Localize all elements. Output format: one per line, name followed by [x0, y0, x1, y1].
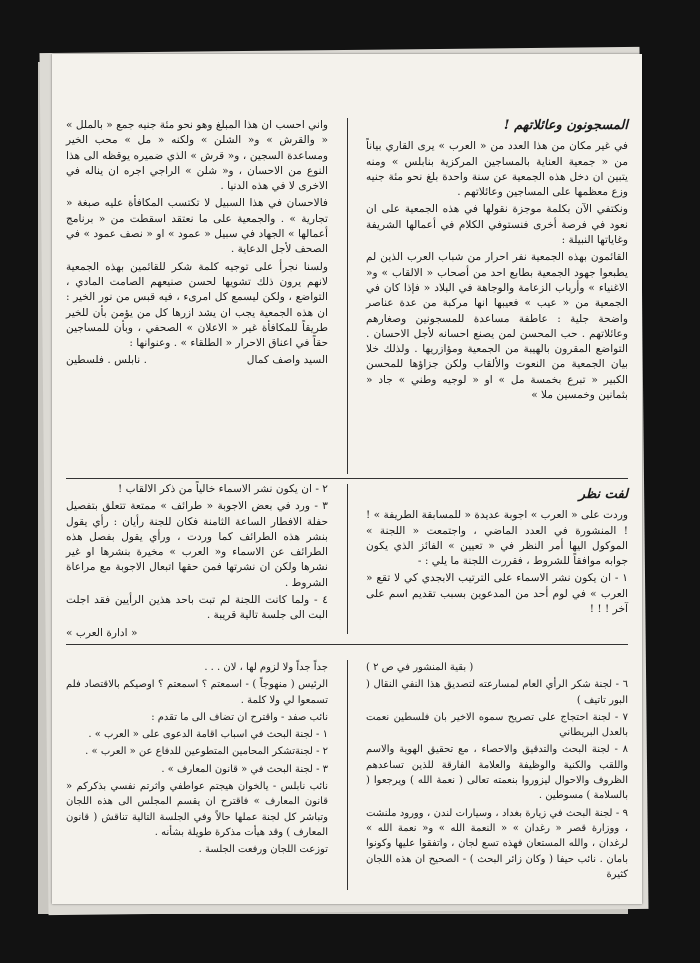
- notice-paragraph: ٣ - ورد في بعض الاجوبة « طرائف » ممتعة تتعلق بتفصيل حفلة الافطار الساعة الثامنة فكان للجنة رأيان : رأي يقول بنشر هذه الطرائف كما وردت ، ورأي يقول بفصل هذه الطرائف عن الاسماء و« العرب » مخيرة بنشرها او غير نشرها ولكن ان نشرتها فمن حقها اتبعال الاجوبة مع مراعاة الشروط .: [66, 500, 328, 589]
- page-content: [66, 82, 628, 890]
- column-divider: [347, 660, 348, 890]
- continued-note: ( بقية المنشور في ص ٢ ): [366, 662, 474, 673]
- article-paragraph: ولسنا نجرأ على توجيه كلمة شكر للقائمين بهذه الجمعية لانهم يرون ذلك تشويها لحسن صنيعهم الصامت المادي ، التواضع ، ولكن ليسمع كل امرىء ، فيه قبس من نور الخير : ان هذه الجمعية يجب ان يشد ازرها كل من يؤمن بأن للخير طريقاً للمكافأة غير « الاعلان » الصحفي ، وبأن للمساجين حقاً في اعناق الاحرار « الطلقاء » . وعنوانها :: [66, 260, 328, 350]
- address-place: . نابلس . فلسطين: [66, 354, 147, 367]
- committee-item: توزعت اللجان ورفعت الجلسة .: [198, 844, 328, 856]
- column-divider: [347, 118, 348, 474]
- article-paragraph: ونكتفي الآن بكلمة موجزة نقولها في هذه الجمعية على ان نعود في فرصة أخرى فنستوفي الكلام في أعمالها الشريفة وغاياتها النبيلة :: [366, 203, 628, 247]
- committee-item: ٩ - لجنة البحث في زيارة بغداد ، وسيارات لندن ، وورود ملنشت ، ووزارة قصر « رغدان » « النعمة الله » و« نعمة الله » لرغدان ، والله المستعان فهذه تسع لجان ، واتفقوا عليها وكونوا بامان . نائب حيفا ( وكان زائر البحث ) - الصحيح ان هذه اللجان كثيرة: [366, 807, 628, 880]
- notice-signature: « ادارة العرب »: [66, 626, 138, 639]
- address-line: [66, 353, 328, 368]
- article-paragraph: في غير مكان من هذا العدد من « العرب » يرى القاري بياناً من « جمعية العناية بالمساجين المركزية بنابلس » ومنه يتبين ان دخل هذه الجمعية عن سنة واحدة بلغ نحو مئة جنيه وزع معظمها على المساجين وعائلاتهم .: [366, 140, 628, 199]
- article-committees-continued: [66, 660, 328, 860]
- committee-item: ١ - لجنة البحث في اسباب اقامة الدعوى على « العرب » .: [88, 729, 328, 741]
- notice-title: لفت نظر: [578, 487, 628, 502]
- committee-item: جداً جداً ولا لزوم لها ، لان . . .: [204, 662, 328, 673]
- article-title: المسجونون وعائلاتهم !: [503, 118, 628, 133]
- article-paragraph: القائمون بهذه الجمعية نفر احرار من شباب العرب الذين لم يطبعوا جهود الجمعية بطابع احد من أصحاب « الالقاب » و« الاغنياء » وأرباب الزعامة والوجاهة في البلاد « فإذا كان في الجمعية من « عيب » فعيبها انها مركبة من عدة عناصر واضحة جلية : عاطفة مساعدة للمسجونين وصغارهم وعائلاتهم . حب المحسن لمن يصنع احسانه لأجل الاحسان . التواضع المقرون بالهيبة من الجمعية ومؤازريها . ولذلك خلا بيان الجمعية من النعوت والألقاب ولكن جزاؤها للمحسن الكبير « تبرع بخمسة مل » او « لوجيه وطني » جاد « بثمانين وخمسين ملا »: [366, 251, 628, 402]
- committee-item: ٨ - لجنة البحث والتدقيق والاحصاء ، مع تحقيق الهوية والاسم واللقب والكنية والوظيفة والعلامة الفارقة للذين تساعدهم الظروف والاحوال ليزوروا بنعمته تعالى ( نعمة الله ) ويرجعوا ( بالسلامة ) مسوطين .: [366, 744, 628, 802]
- article-committees: [366, 660, 628, 884]
- committee-item: نائب نابلس - يالخوان هيجتم عواطفي واثرتم نفسي بذكركم « قانون المعارف » فاقترح ان يقسم المجلس الى هذه اللجان وتباشر كل لجنة عملها حالاً وفي الجلسة التالية تناقش ( قانون المعارف ) وقد هيأت مذكرة طويلة بشأنه .: [66, 781, 328, 838]
- article-paragraph: فالاحسان في هذا السبيل لا تكتسب المكافأة عليه صبغة « تجارية » . والجمعية على ما نعتقد اسقطت من « برنامج أعمالها » الجهاد في سبيل « عمود » او « نصف عمود » في الصحف لأجل الدعاية .: [66, 197, 328, 256]
- committee-item: الرئيس ( منهوجاً ) - اسمعتم ؟ اسمعتم ؟ اوصيكم بالاقتصاد فلم تسمعوا لي ولا كلمة .: [66, 679, 328, 706]
- article-prisoners: [366, 118, 628, 405]
- committee-item: ٧ - لجنة احتجاج على تصريح سموه الاخير بان فلسطين نعمت بالعدل البريطاني: [366, 711, 628, 739]
- article-paragraph: واني احسب ان هذا المبلغ وهو نحو مئة جنيه جمع « بالملل » « والقرش » و« الشلن » ولكنه « مل » محب الخير ومساعدة السجين ، و« قرش » الذي ضميره يوقظه الى هذا النوع من الاحسان ، و« شلن » الراجي اجره ان يناله في الاخرى لا في هذه الدنيا .: [66, 119, 328, 193]
- article-notice-continued: [66, 482, 328, 641]
- notice-paragraph: وردت على « العرب » اجوبة عديدة « للمسابقة الطريفة » ! ! المنشورة في العدد الماضي ، واجتمعت « اللجنة » الموكول اليها أمر النظر في « تعيين » الفائز الذي يكون جوابه موافقاً للشروط ، فقررت اللجنة ما يلي : -: [366, 509, 628, 568]
- article-notice: [366, 487, 628, 619]
- section-divider: [66, 644, 628, 645]
- newspaper-page: [52, 54, 642, 904]
- column-divider: [347, 484, 348, 634]
- article-prisoners-continued: [66, 118, 328, 369]
- committee-item: ٢ - لجنةتشكر المحامين المتطوعين للدفاع عن « العرب » .: [85, 746, 328, 758]
- committee-item: ٦ - لجنة شكر الرأي العام لمسارعته لتصديق هذا النفي النقال ( البور تاتيف ): [366, 679, 628, 706]
- section-divider: [66, 478, 628, 479]
- notice-paragraph: ٤ - ولما كانت اللجنة لم تبت باحد هذين الرأيين فقد اجلت البت الى جلسة تالية قريبة .: [66, 594, 328, 622]
- committee-item: ٣ - لجنة البحث في « قانون المعارف » .: [161, 763, 328, 775]
- notice-paragraph: ١ - ان يكون نشر الاسماء على الترتيب الابجدي كي لا تقع « العرب » في لوم أحد من المدعوين بسبب تقديم اسم على آخر ! ! !: [366, 572, 628, 616]
- notice-paragraph: ٢ - ان يكون نشر الاسماء خالياً من ذكر الالقاب !: [118, 483, 328, 495]
- committee-item: نائب صفد - واقترح ان تضاف الى ما تقدم :: [151, 711, 328, 723]
- address-name: السيد واصف كمال: [246, 354, 328, 367]
